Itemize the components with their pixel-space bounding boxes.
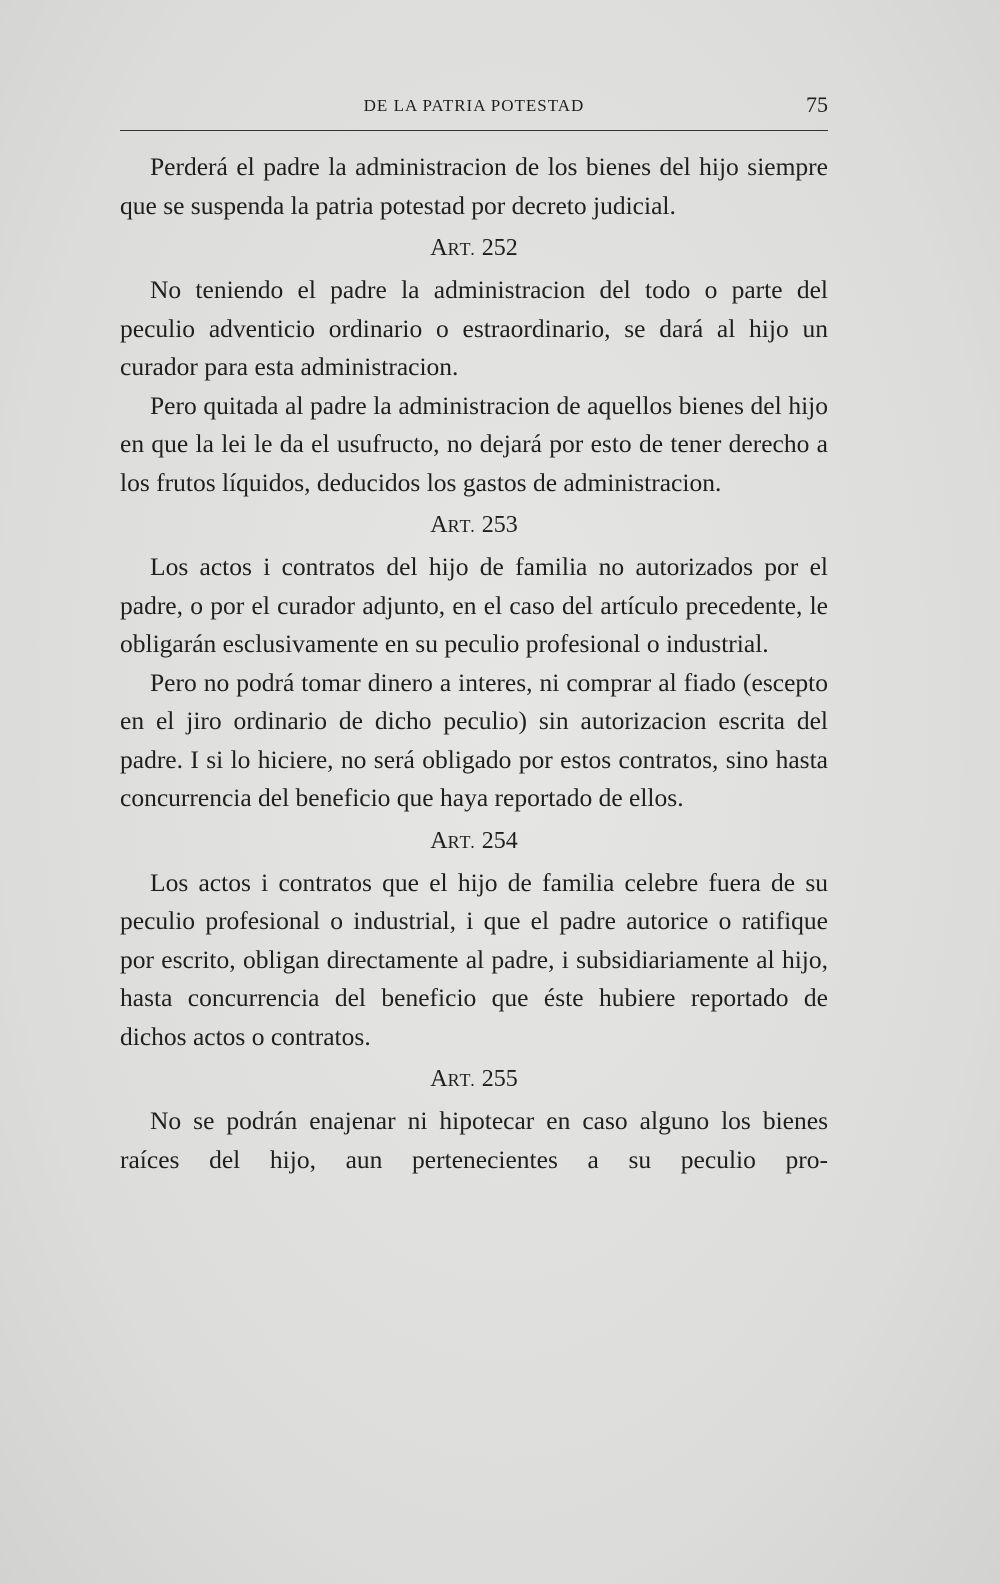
article-heading-255: ART. 255 <box>430 1066 518 1092</box>
body-text <box>120 148 828 1179</box>
paragraph: Pero quitada al padre la administracion de aquellos bienes del hijo en que la lei le da el usufructo, no dejará por esto de tener derecho a los frutos líquidos, deducidos los gastos de administracion. <box>120 390 828 497</box>
running-head <box>120 92 828 120</box>
header-rule <box>120 130 828 131</box>
paragraph: No teniendo el padre la administracion del todo o parte del peculio adventicio ordinario o estraordinario, se dará al hijo un curador para esta administracion. <box>120 275 828 381</box>
paragraph: Los actos i contratos del hijo de familia no autorizados por el padre, o por el curador adjunto, en el caso del artículo precedente, le obligarán esclusivamente en su peculio profesional o industrial. <box>120 552 828 658</box>
page-number: 75 <box>806 92 828 117</box>
article-heading-253: ART. 253 <box>430 512 518 538</box>
running-title: DE LA PATRIA POTESTAD <box>363 96 585 115</box>
paragraph: No se podrán enajenar ni hipotecar en caso alguno los bienes raíces del hijo, aun pertenecientes a su peculio pro- <box>120 1106 828 1174</box>
article-heading-254: ART. 254 <box>430 827 518 854</box>
paragraph: Pero no podrá tomar dinero a interes, ni comprar al fiado (escepto en el jiro ordinario de dicho peculio) sin autorizacion escrita del padre. I si lo hiciere, no será obligado por estos contratos, sino hasta concurrencia del beneficio que haya reportado de ellos. <box>120 667 828 812</box>
article-heading-252: ART. 252 <box>430 235 518 261</box>
paragraph: Perderá el padre la administracion de los bienes del hijo siempre que se suspenda la patria potestad por decreto judicial. <box>120 152 828 220</box>
paragraph: Los actos i contratos que el hijo de familia celebre fuera de su peculio profesional o industrial, i que el padre autorice o ratifique por escrito, obligan directamente al padre, i subsidiariamente al hijo, hasta concurrencia del beneficio que éste hubiere reportado de dichos actos o contratos. <box>120 867 828 1051</box>
